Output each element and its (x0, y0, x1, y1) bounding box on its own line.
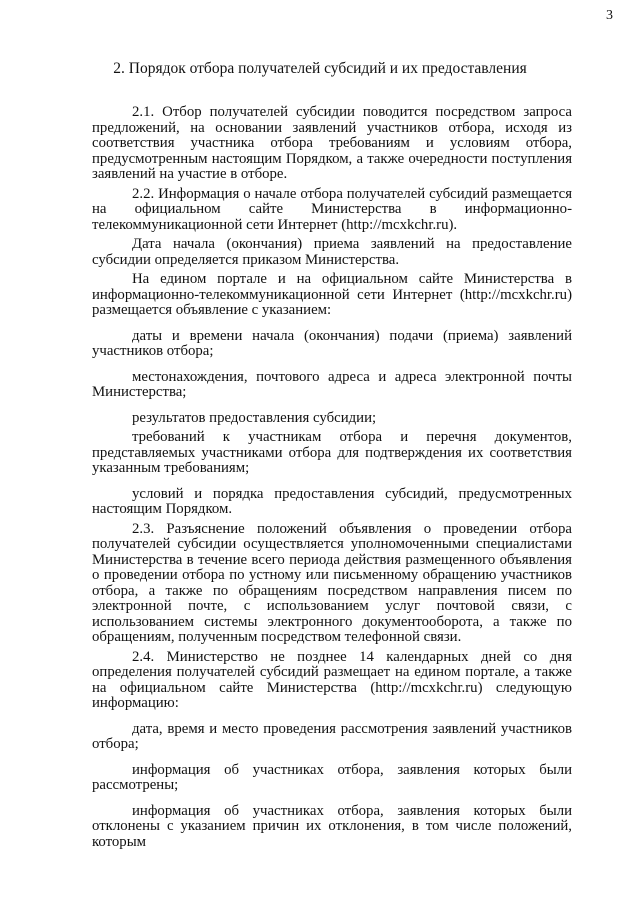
paragraph-2-3: 2.3. Разъяснение положений объявления о проведении отбора получателей субсидии осуществляется уполномоченными специалистами Министерства в течение всего периода действия размещенного объявления о проведении отбора по устному или письменному обращению участников отбора, а также по обращениям посредством направления писем по электронной почте, с использованием услуг почтовой связи, с использованием системы электронного документооборота, а также по обращениям, полученным посредством телефонной связи. (92, 520, 572, 645)
list-item: дата, время и место проведения рассмотрения заявлений участников отбора; (92, 720, 572, 752)
document-body (92, 105, 572, 854)
paragraph-2-2: 2.2. Информация о начале отбора получателей субсидий размещается на официальном сайте Министерства в информационно-телекоммуникационной сети Интернет (http://mcxkchr.ru). (92, 185, 572, 233)
list-item: результатов предоставления субсидии; (132, 409, 377, 426)
paragraph: Дата начала (окончания) приема заявлений на предоставление субсидии определяется приказом Министерства. (92, 236, 572, 268)
list-item: местонахождения, почтового адреса и адреса электронной почты Министерства; (92, 368, 572, 400)
list-item: требований к участникам отбора и перечня документов, представляемых участниками отбора для подтверждения их соответствия указанным требованиям; (92, 429, 572, 476)
list-item: информация об участниках отбора, заявления которых были отклонены с указанием причин их отклонения, в том числе положений, которым (92, 802, 572, 850)
section-title: 2. Порядок отбора получателей субсидий и их предоставления (113, 60, 527, 77)
list-item: условий и порядка предоставления субсидий, предусмотренных настоящим Порядком. (92, 485, 572, 517)
paragraph-2-1: 2.1. Отбор получателей субсидии поводится посредством запроса предложений, на основании заявлений участников отбора, исходя из соответствия участника отбора требованиям и условиям отбора, предусмотренным настоящим Порядком, а также очередности поступления заявлений на участие в отборе. (92, 104, 572, 182)
list-item: информация об участниках отбора, заявления которых были рассмотрены; (92, 761, 572, 793)
page-number: 3 (606, 8, 613, 23)
list-item: даты и времени начала (окончания) подачи (приема) заявлений участников отбора; (92, 327, 572, 359)
paragraph: На едином портале и на официальном сайте Министерства в информационно-телекоммуникационной сети Интернет (http://mcxkchr.ru) размещается объявление с указанием: (92, 271, 572, 318)
paragraph-2-4: 2.4. Министерство не позднее 14 календарных дней со дня определения получателей субсидий размещает на едином портале, а также на официальном сайте Министерства (http://mcxkchr.ru) следующую информацию: (92, 648, 572, 711)
